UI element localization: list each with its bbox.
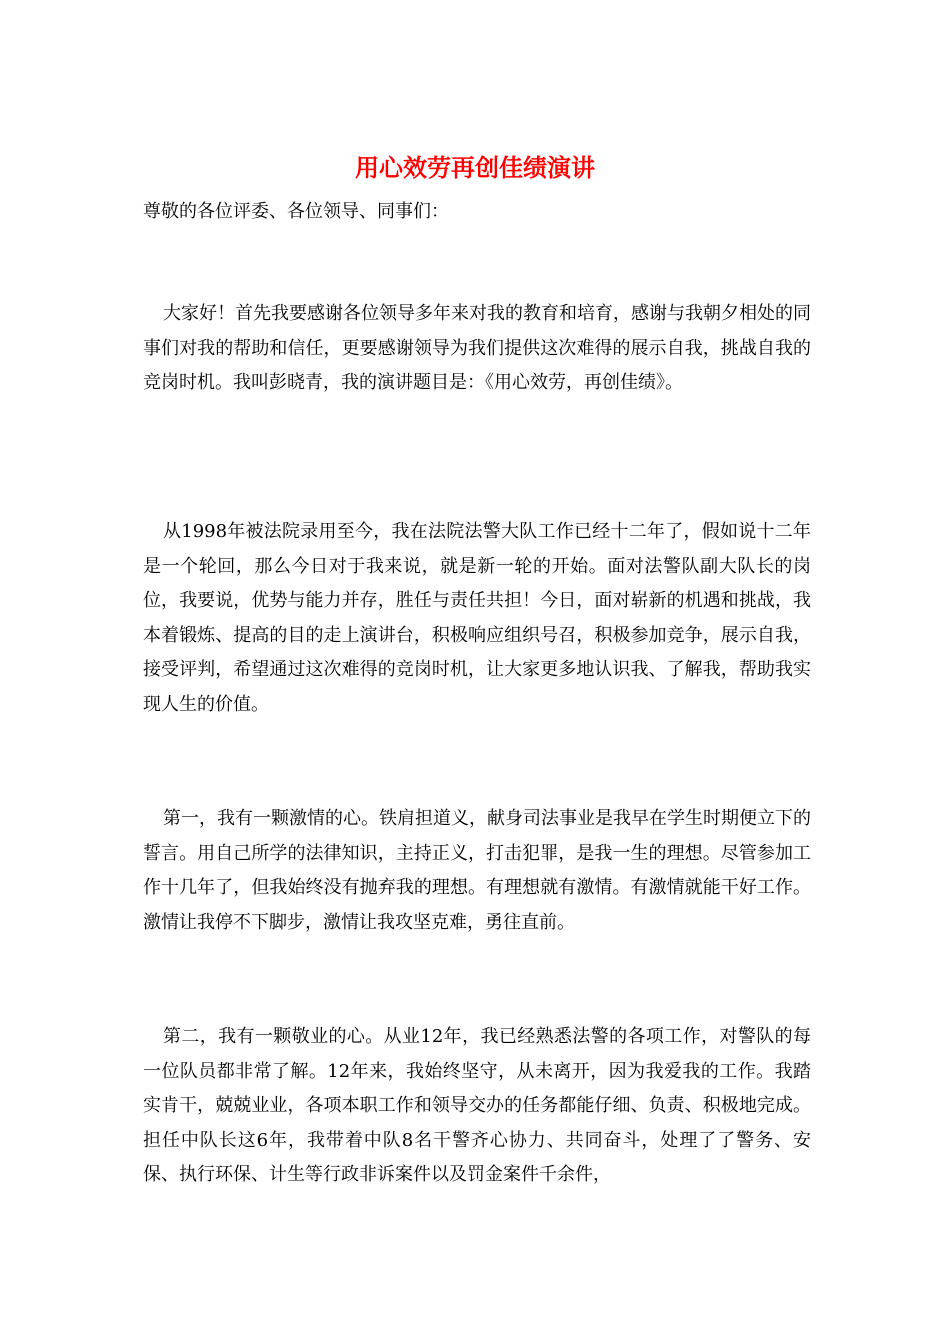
paragraph-dedication: 第二，我有一颗敬业的心。从业12年，我已经熟悉法警的各项工作，对警队的每一位队员都非常了解。12年来，我始终坚守，从未离开，因为我爱我的工作。我踏实肯干，兢兢业业，各项本职工作和领导交办的任务都能仔细、负责、积极地完成。担任中队长这6年，我带着中队8名干警齐心协力、共同奋斗，处理了了警务、安保、执行环保、计生等行政非诉案件以及罚金案件千余件， [143, 1026, 811, 1186]
paragraph-passion: 第一，我有一颗激情的心。铁肩担道义，献身司法事业是我早在学生时期便立下的誓言。用自己所学的法律知识，主持正义，打击犯罪，是我一生的理想。尽管参加工作十几年了，但我始终没有抛弃我的理想。有理想就有激情。有激情就能干好工作。激情让我停不下脚步，激情让我攻坚克难，勇往直前。 [143, 808, 811, 933]
paragraph-introduction: 从1998年被法院录用至今，我在法院法警大队工作已经十二年了，假如说十二年是一个轮回，那么今日对于我来说，就是新一轮的开始。面对法警队副大队长的岗位，我要说，优势与能力并存，胜任与责任共担！今日，面对崭新的机遇和挑战，我本着锻炼、提高的目的走上演讲台，积极响应组织号召，积极参加竞争，展示自我，接受评判，希望通过这次难得的竞岗时机，让大家更多地认识我、了解我，帮助我实现人生的价值。 [143, 521, 811, 715]
salutation: 尊敬的各位评委、各位领导、同事们： [143, 201, 449, 222]
paragraph-greeting: 大家好！首先我要感谢各位领导多年来对我的教育和培育，感谢与我朝夕相处的同事们对我的帮助和信任，更要感谢领导为我们提供这次难得的展示自我，挑战自我的竞岗时机。我叫彭晓青，我的演讲题目是：《用心效劳，再创佳绩》。 [143, 303, 811, 394]
document-title: 用心效劳再创佳绩演讲 [355, 153, 595, 182]
